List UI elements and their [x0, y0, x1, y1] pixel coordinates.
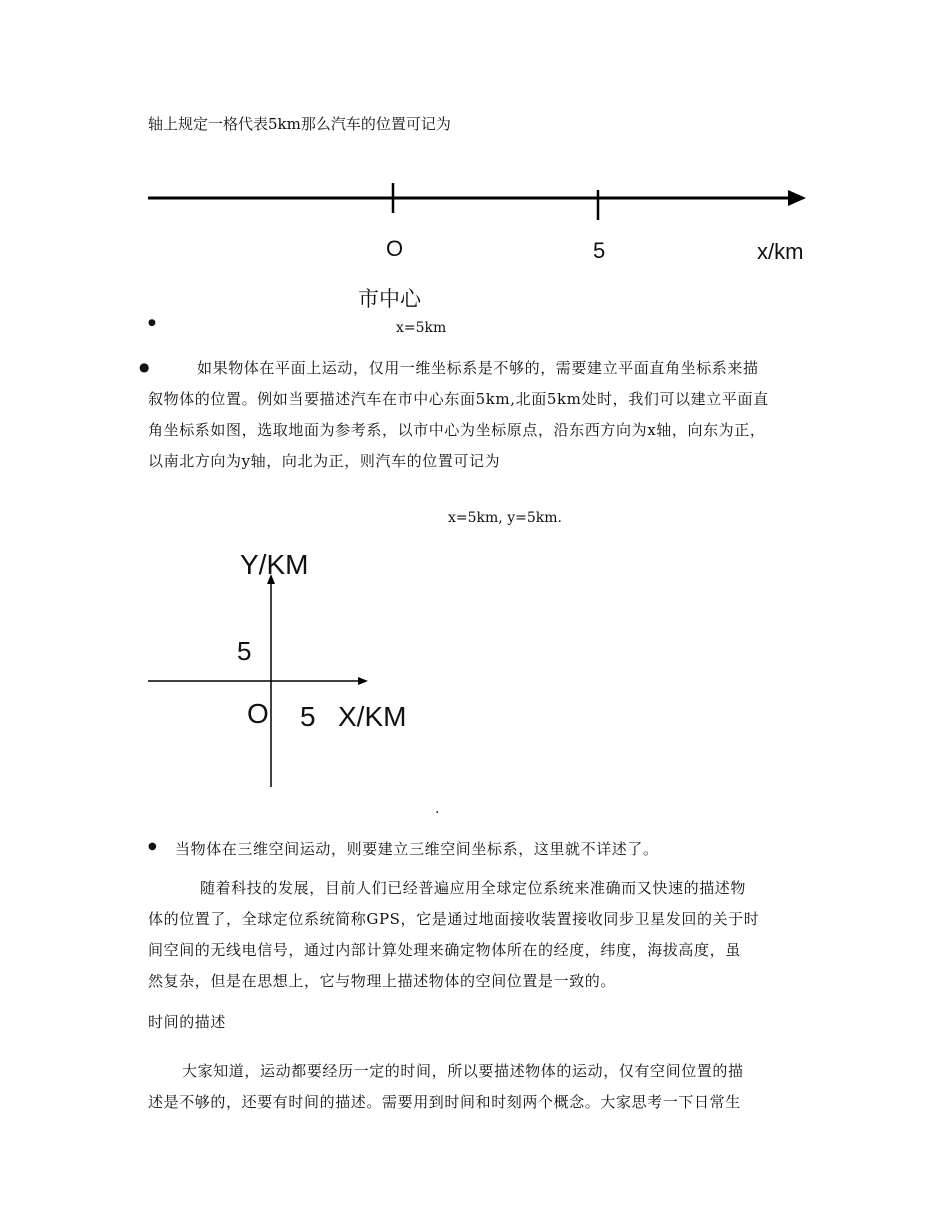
plane-y-label: Y/KM [240, 549, 309, 580]
number-line-origin-label: O [386, 236, 404, 261]
plane-x-label: X/KM [338, 701, 407, 732]
bullet-3-text: 当物体在三维空间运动，则要建立三维空间坐标系，这里就不详述了。 [175, 840, 659, 858]
section-heading: 时间的描述 [148, 1013, 227, 1031]
bullet-3-marker: ● [148, 841, 157, 852]
gps-paragraph-line: 体的位置了，全球定位系统简称GPS，它是通过地面接收装置接收同步卫星发回的关于时 [148, 910, 760, 928]
time-paragraph-line: 大家知道，运动都要经历一定的时间，所以要描述物体的运动，仅有空间位置的描 [182, 1062, 744, 1080]
gps-paragraph [148, 873, 759, 997]
gps-paragraph-line: 随着科技的发展，目前人们已经普遍应用全球定位系统来准确而又快速的描述物 [200, 879, 747, 897]
gps-paragraph-line: 间空间的无线电信号，通过内部计算处理来确定物体所在的经度，纬度，海拔高度，虽 [148, 941, 741, 959]
time-paragraph-line: 述是不够的，还要有时间的描述。需要用到时间和时刻两个概念。大家思考一下日常生 [148, 1093, 741, 1111]
plane-y-tick: 5 [237, 636, 252, 666]
bullet-1-value: x=5km [396, 320, 447, 336]
time-paragraph [148, 1056, 744, 1118]
plane-x-tick: 5 [300, 701, 316, 732]
position-2d: x=5km, y=5km. [448, 510, 562, 526]
paragraph-2-line: 角坐标系如图，选取地面为参考系，以市中心为坐标原点，沿东西方向为x轴，向东为正， [148, 421, 766, 439]
number-line-axis-label: x/km [757, 239, 804, 264]
intro-line: 轴上规定一格代表5km那么汽车的位置可记为 [148, 115, 451, 133]
paragraph-2-line: 叙物体的位置。例如当要描述汽车在市中心东面5km,北面5km处时，我们可以建立平面直 [148, 390, 769, 408]
number-line-tick-label: 5 [593, 238, 606, 263]
bullet-2-marker: ● [139, 360, 150, 374]
paragraph-2-line: 如果物体在平面上运动，仅用一维坐标系是不够的，需要建立平面直角坐标系来描 [197, 359, 759, 377]
plane-origin-label: O [247, 698, 269, 729]
gps-paragraph-line: 然复杂，但是在思想上，它与物理上描述物体的空间位置是一致的。 [148, 972, 617, 990]
city-center-label: 市中心 [358, 287, 421, 311]
plane-x-arrowhead [358, 677, 368, 685]
dot-mark: . [435, 801, 440, 817]
paragraph-2-line: 以南北方向为y轴，向北为正，则汽车的位置可记为 [148, 452, 501, 470]
bullet-1-marker: ● [148, 318, 156, 328]
